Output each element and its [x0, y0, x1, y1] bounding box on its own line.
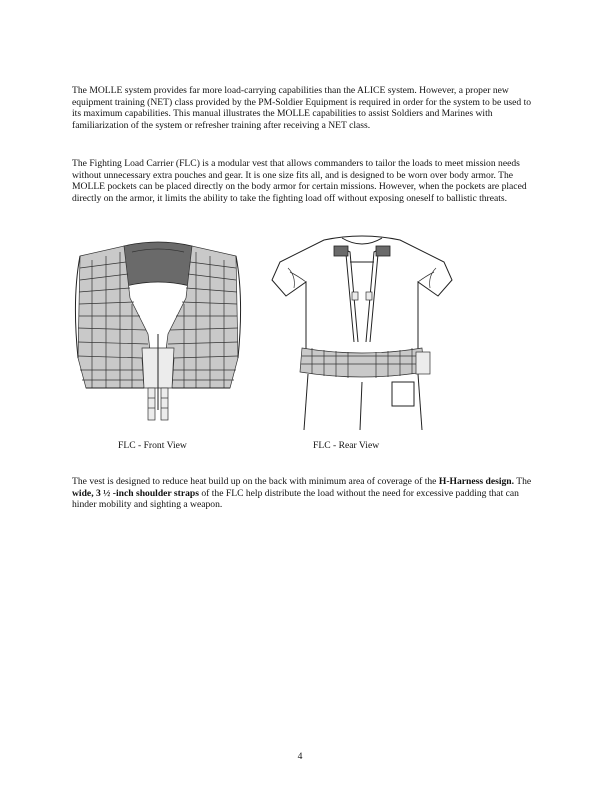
- h-harness-bold-term: H-Harness design.: [438, 476, 515, 487]
- h-harness-text-1: The vest is designed to reduce heat build up on the back with minimum area of coverage of the: [72, 476, 439, 487]
- flc-description-paragraph: The Fighting Load Carrier (FLC) is a modular vest that allows commanders to tailor the loads to meet mission needs without unnecessary extra pouches and gear. It is one size fits all, and is designed to be worn over body armor. The MOLLE pockets can be placed directly on the body armor for certain missions. However, when the pockets are placed directly on the armor, it limits the ability to take the fighting load off without exposing oneself to ballistic threats.: [72, 158, 527, 204]
- h-harness-text-3: of the FLC help distribute the load without the need for excessive padding that can hinder mobility and sighting a weapon.: [72, 487, 519, 511]
- front-view-caption: FLC - Front View: [118, 440, 187, 451]
- h-harness-text-2: The: [514, 476, 532, 487]
- page-number: 4: [297, 751, 303, 762]
- rear-view-caption: FLC - Rear View: [313, 440, 380, 451]
- flc-rear-view-illustration: [268, 232, 456, 432]
- flc-front-view-illustration: [72, 238, 244, 424]
- shoulder-straps-bold-term: wide, 3 ½ -inch shoulder straps: [72, 487, 199, 499]
- intro-paragraph: The MOLLE system provides far more load-carrying capabilities than the ALICE system. However, a proper new equipment training (NET) class provided by the PM-Soldier Equipment is required in order for the system to be used to its maximum capabilities. This manual illustrates the MOLLE capabilities to assist Soldiers and Marines with familiarization of the system or refresher training after receiving a NET class.: [72, 85, 532, 131]
- h-harness-paragraph: [72, 476, 534, 511]
